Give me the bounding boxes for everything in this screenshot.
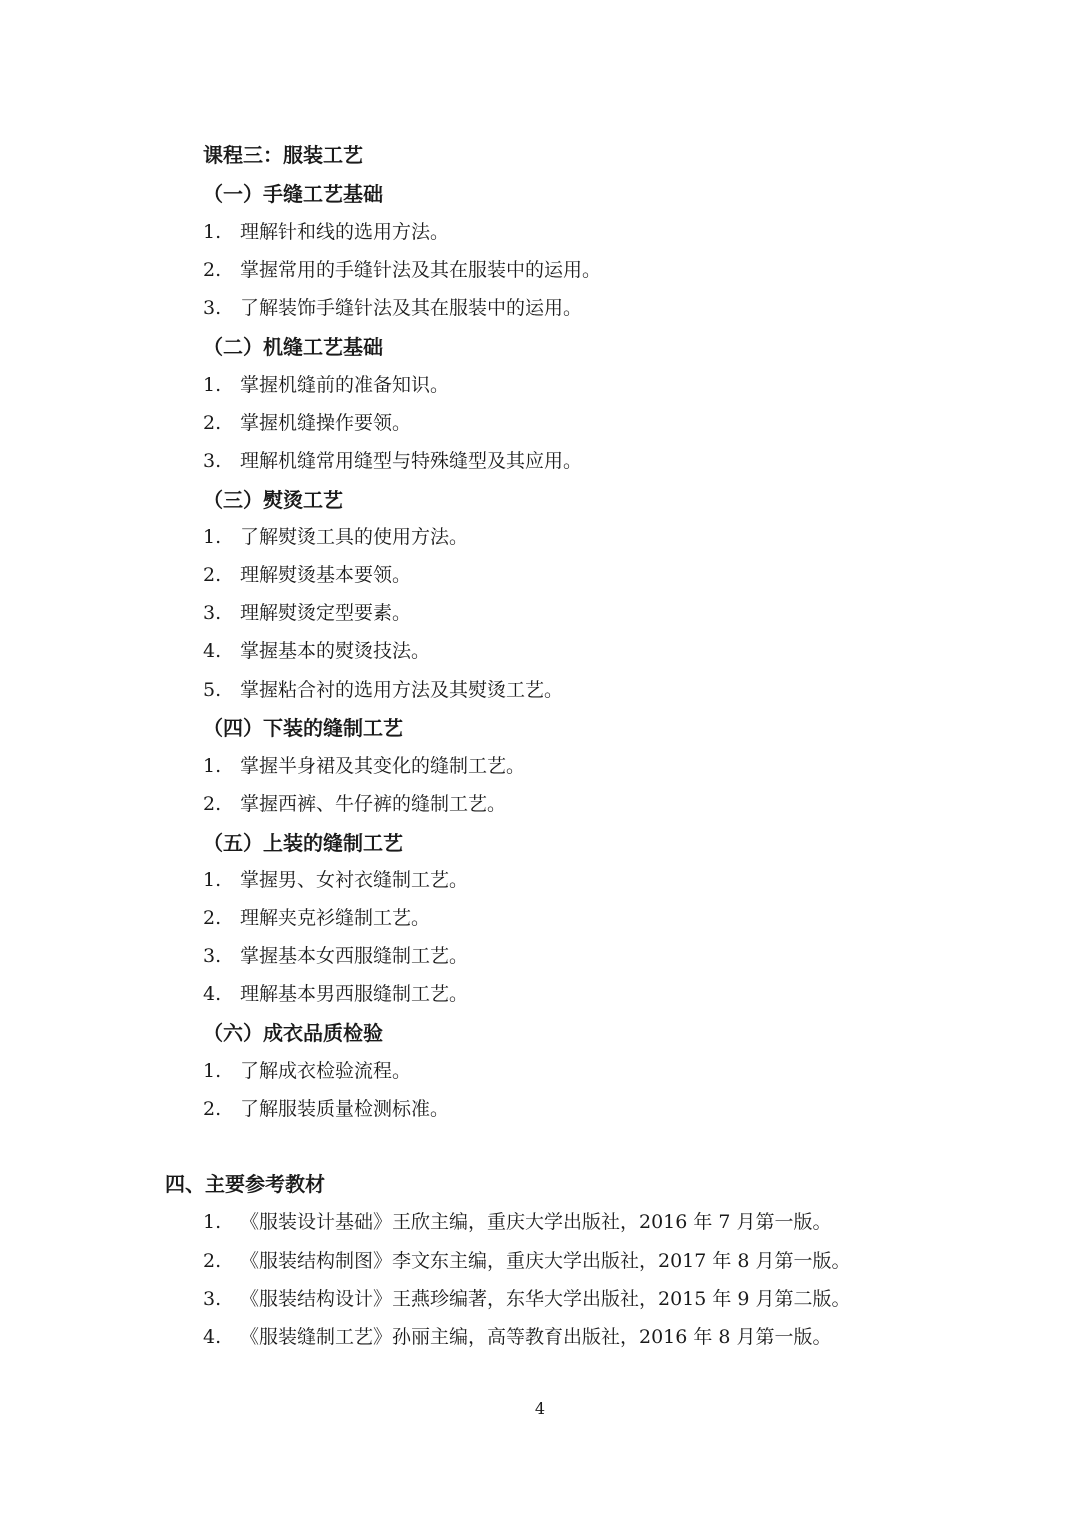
list-item [203, 757, 525, 776]
item-text: 掌握基本的熨烫技法。 [240, 640, 431, 662]
item-text: 《服装结构设计》王燕珍编著，东华大学出版社，2015 年 9 月第二版。 [240, 1288, 851, 1310]
reference-item [203, 1252, 851, 1271]
section-title: （四）下装的缝制工艺 [203, 716, 403, 740]
item-text: 掌握西裤、牛仔裤的缝制工艺。 [240, 793, 507, 815]
item-number: 4. [203, 640, 222, 662]
list-item [203, 1100, 449, 1119]
item-number: 4. [203, 1326, 222, 1348]
section-title: （三）熨烫工艺 [203, 488, 343, 512]
item-text: 了解熨烫工具的使用方法。 [240, 526, 469, 548]
item-number: 3. [203, 602, 222, 624]
section-title: （一）手缝工艺基础 [203, 182, 383, 206]
item-text: 了解服装质量检测标准。 [240, 1098, 450, 1120]
list-item [203, 566, 411, 585]
item-text: 《服装设计基础》王欣主编，重庆大学出版社，2016 年 7 月第一版。 [240, 1211, 832, 1233]
page-number: 4 [534, 1399, 546, 1418]
item-text: 理解基本男西服缝制工艺。 [240, 983, 469, 1005]
list-item [203, 642, 430, 661]
item-number: 5. [203, 679, 222, 701]
item-text: 理解机缝常用缝型与特殊缝型及其应用。 [240, 450, 583, 472]
item-number: 2. [203, 793, 222, 815]
list-item [203, 376, 449, 395]
item-number: 1. [203, 869, 222, 891]
list-item [203, 795, 506, 814]
section-title: （二）机缝工艺基础 [203, 335, 383, 359]
item-text: 掌握机缝操作要领。 [240, 412, 412, 434]
item-text: 理解熨烫定型要素。 [240, 602, 412, 624]
reference-item [203, 1328, 832, 1347]
section-title: （五）上装的缝制工艺 [203, 831, 403, 855]
item-text: 掌握基本女西服缝制工艺。 [240, 945, 469, 967]
item-number: 3. [203, 1288, 222, 1310]
course-title: 课程三：服装工艺 [203, 143, 363, 167]
list-item [203, 452, 582, 471]
list-item [203, 871, 468, 890]
list-item [203, 414, 411, 433]
item-text: 理解夹克衫缝制工艺。 [240, 907, 431, 929]
list-item [203, 261, 601, 280]
item-text: 了解装饰手缝针法及其在服装中的运用。 [240, 297, 583, 319]
item-number: 1. [203, 374, 222, 396]
item-number: 3. [203, 945, 222, 967]
list-item [203, 604, 411, 623]
list-item [203, 947, 468, 966]
item-number: 1. [203, 755, 222, 777]
reference-item [203, 1290, 851, 1309]
item-text: 《服装结构制图》李文东主编，重庆大学出版社，2017 年 8 月第一版。 [240, 1250, 851, 1272]
section-title: （六）成衣品质检验 [203, 1021, 383, 1045]
list-item [203, 223, 449, 242]
item-text: 掌握机缝前的准备知识。 [240, 374, 450, 396]
item-number: 2. [203, 259, 222, 281]
list-item [203, 299, 582, 318]
item-text: 了解成衣检验流程。 [240, 1060, 412, 1082]
item-number: 1. [203, 1211, 222, 1233]
list-item [203, 528, 468, 547]
item-number: 2. [203, 907, 222, 929]
item-text: 理解熨烫基本要领。 [240, 564, 412, 586]
reference-item [203, 1213, 832, 1232]
item-number: 3. [203, 297, 222, 319]
item-text: 掌握常用的手缝针法及其在服装中的运用。 [240, 259, 602, 281]
item-number: 2. [203, 412, 222, 434]
item-number: 2. [203, 1250, 222, 1272]
list-item [203, 1062, 411, 1081]
item-text: 掌握粘合衬的选用方法及其熨烫工艺。 [240, 679, 564, 701]
item-number: 1. [203, 1060, 222, 1082]
item-number: 1. [203, 221, 222, 243]
references-title: 四、主要参考教材 [165, 1172, 325, 1196]
item-number: 1. [203, 526, 222, 548]
list-item [203, 985, 468, 1004]
item-text: 理解针和线的选用方法。 [240, 221, 450, 243]
item-text: 掌握半身裙及其变化的缝制工艺。 [240, 755, 526, 777]
item-number: 2. [203, 564, 222, 586]
item-number: 3. [203, 450, 222, 472]
list-item [203, 681, 563, 700]
item-text: 《服装缝制工艺》孙丽主编，高等教育出版社，2016 年 8 月第一版。 [240, 1326, 832, 1348]
item-number: 2. [203, 1098, 222, 1120]
list-item [203, 909, 430, 928]
item-number: 4. [203, 983, 222, 1005]
item-text: 掌握男、女衬衣缝制工艺。 [240, 869, 469, 891]
